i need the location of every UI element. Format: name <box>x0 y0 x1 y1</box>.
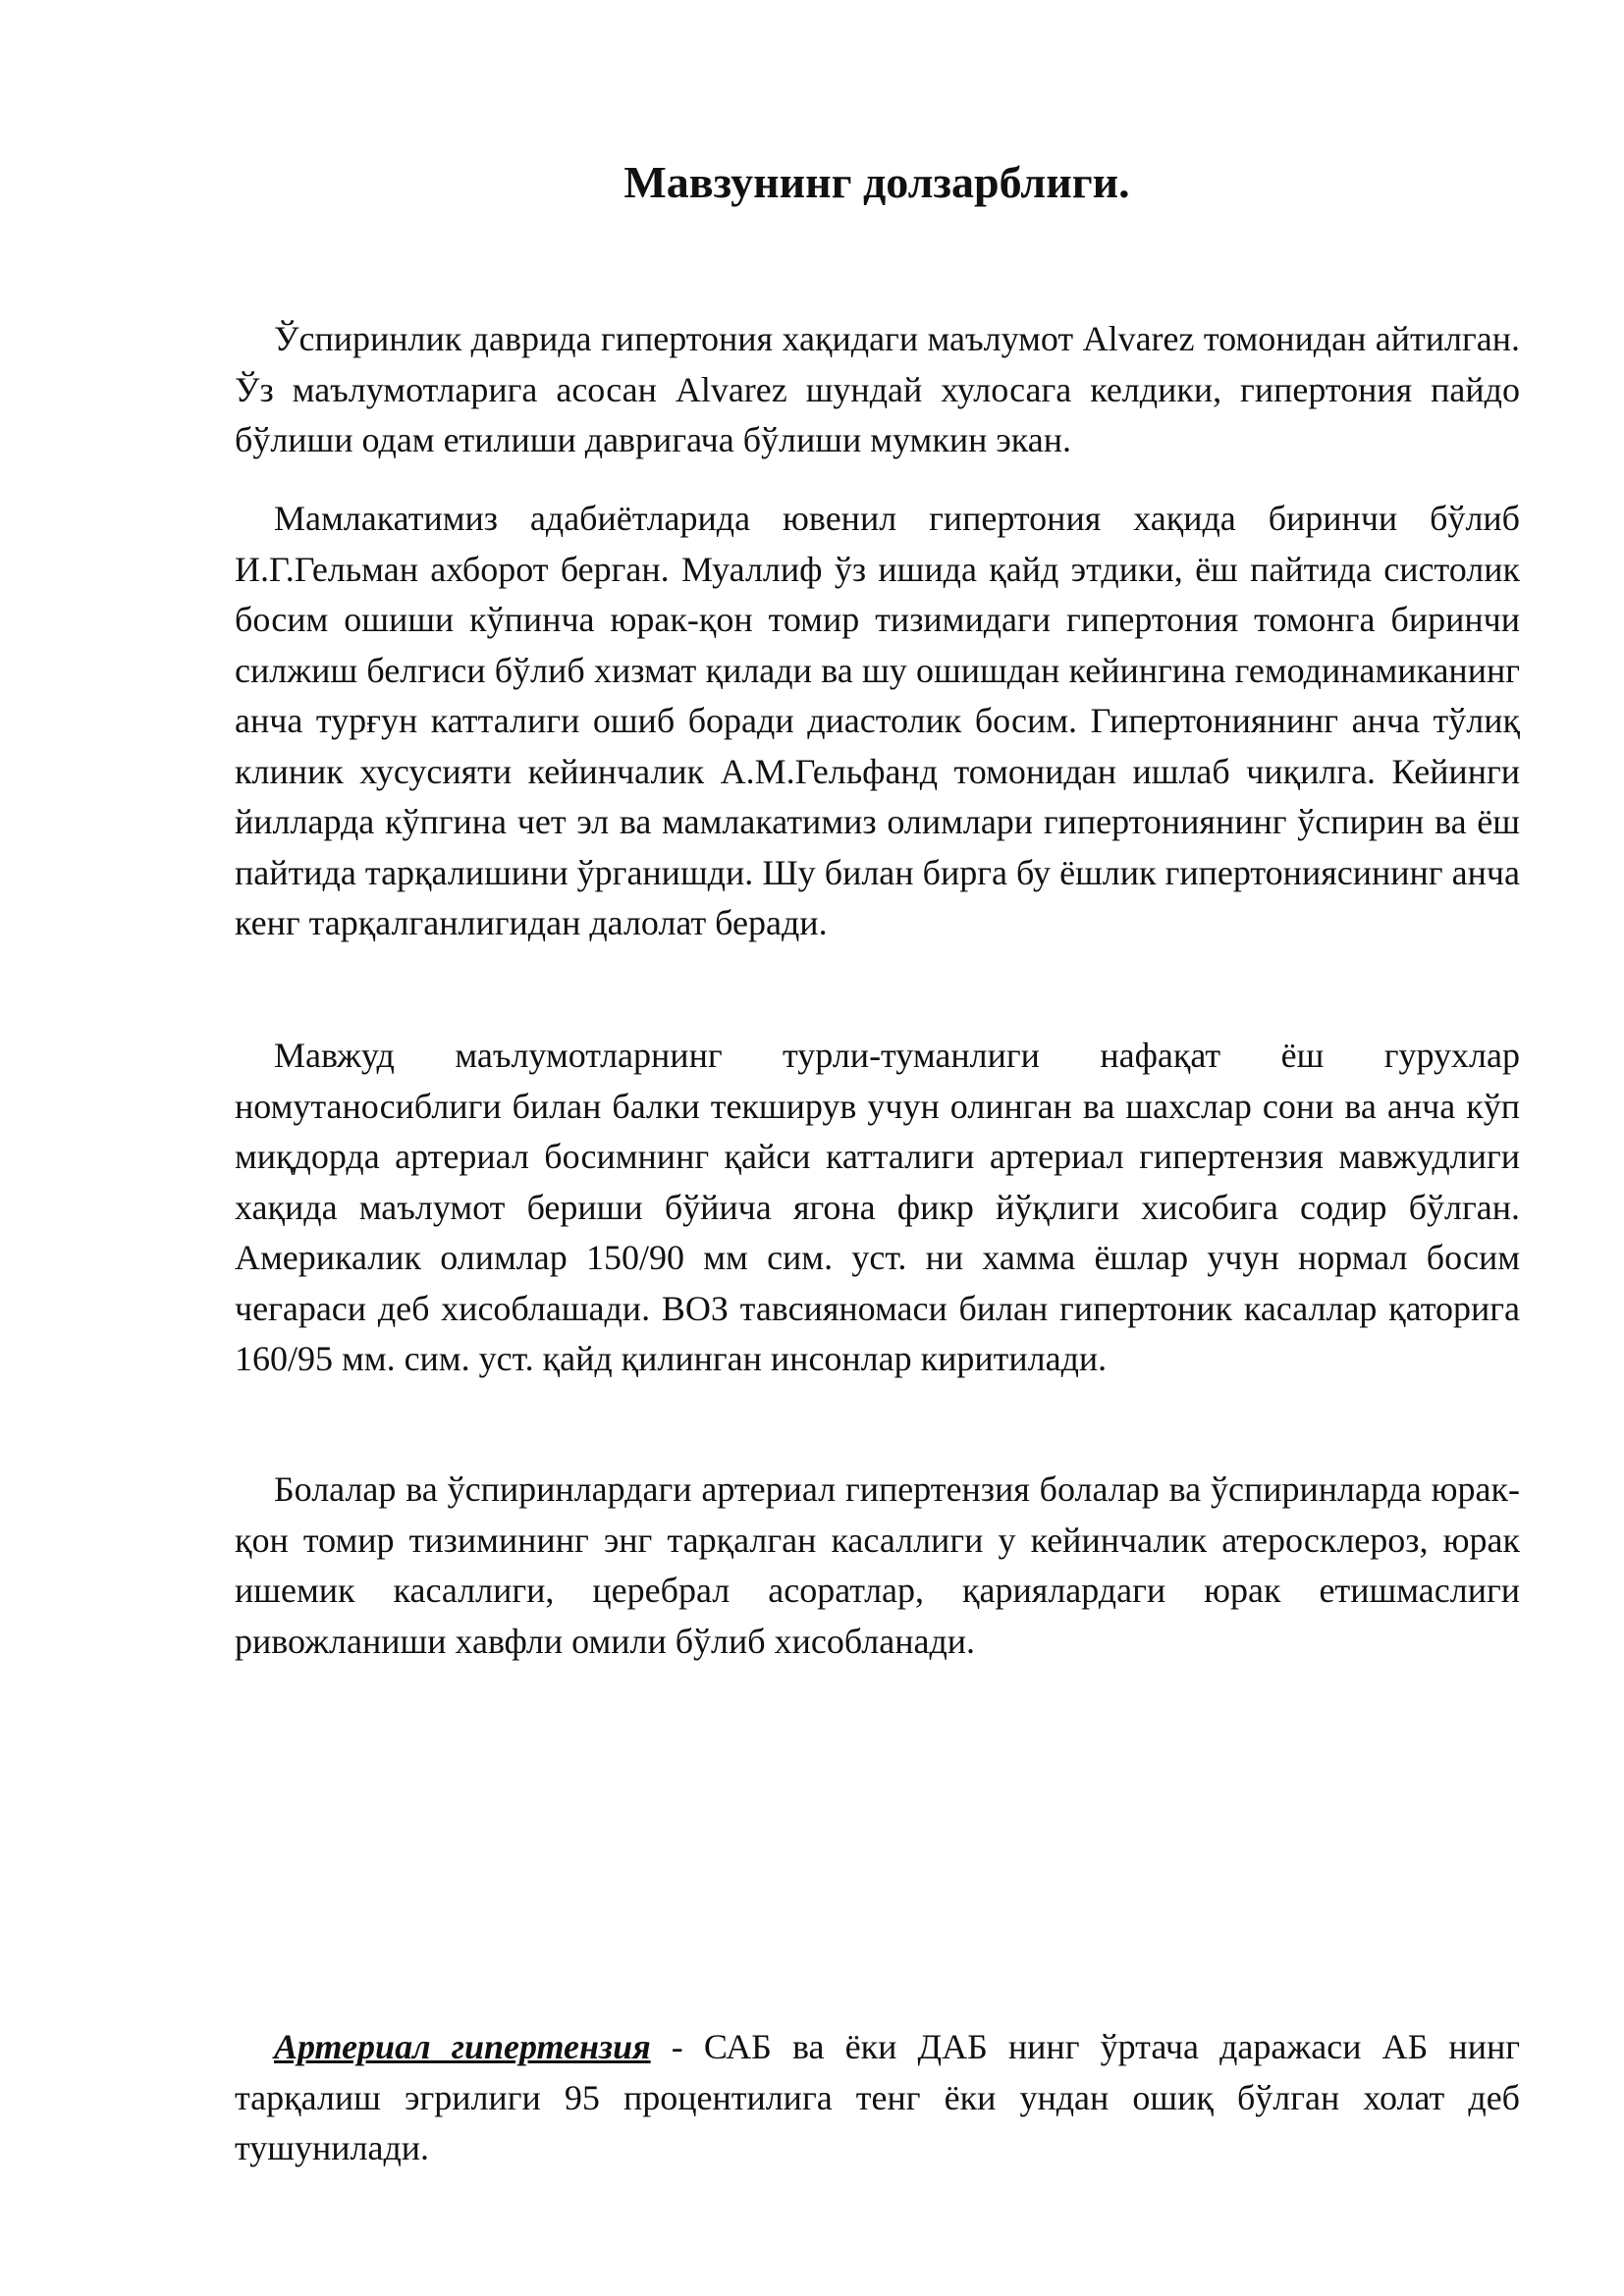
definition-text: - САБ ва ёки ДАБ нинг ўртача даражаси АБ нинг тарқалиш эгрилиги 95 процентилига тенг ёки ундан ошиқ бўлган холат деб тушунилади. <box>235 2027 1520 2167</box>
page-title: Мавзунинг долзарблиги. <box>623 157 1130 207</box>
definition-paragraph <box>235 2022 1520 2174</box>
paragraph-gelman: Мамлакатимиз адабиётларида ювенил гипертония хақида биринчи бўлиб И.Г.Гельман ахборот берган. Муаллиф ўз ишида қайд этдики, ёш пайтида систолик босим ошиши кўпинча юрак-қон томир тизимидаги гипертония томонга биринчи силжиш белгиси бўлиб хизмат қилади ва шу ошишдан кейингина гемодинамиканинг анча турғун катталиги ошиб боради диастолик босим. Гипертониянинг анча тўлиқ клиник хусусияти кейинчалик А.М.Гельфанд томонидан ишлаб чиқилга. Кейинги йилларда кўпгина чет эл ва мамлакатимиз олимлари гипертониянинг ўспирин ва ёш пайтида тарқалишини ўрганишди. Шу билан бирга бу ёшлик гипертониясининг анча кенг тарқалганлигидан далолат беради. <box>235 499 1520 942</box>
paragraph-risk-factor: Болалар ва ўспиринлардаги артериал гипертензия болалар ва ўспиринларда юрак-қон томир тизимининг энг тарқалган касаллиги у кейинчалик атеросклероз, юрак ишемик касаллиги, церебрал асоратлар, қариялардаги юрак етишмаслиги ривожланиши хавфли омили бўлиб хисобланади. <box>235 1469 1520 1661</box>
definition-term: Артериал гипертензия <box>274 2027 651 2066</box>
paragraph-data-diversity: Мавжуд маълумотларнинг турли-туманлиги нафақат ёш гурухлар номутаносиблиги билан балки текширув учун олинган ва шахслар сони ва анча кўп миқдорда артериал босимнинг қайси катталиги артериал гипертензия мавжудлиги хақида маълумот бериши бўйича ягона фикр йўқлиги хисобига содир бўлган. Америкалик олимлар 150/90 мм сим. уст. ни хамма ёшлар учун нормал босим чегараси деб хисоблашади. ВОЗ тавсияномаси билан гипертоник касаллар қаторига 160/95 мм. сим. уст. қайд қилинган инсонлар киритилади. <box>235 1036 1520 1378</box>
paragraph-alvarez: Ўспиринлик даврида гипертония хақидаги маълумот Alvarez томонидан айтилган. Ўз маълумотларига асосан Alvarez шундай хулосага келдики, гипертония пайдо бўлиши одам етилиши давригача бўлиши мумкин экан. <box>235 319 1520 459</box>
